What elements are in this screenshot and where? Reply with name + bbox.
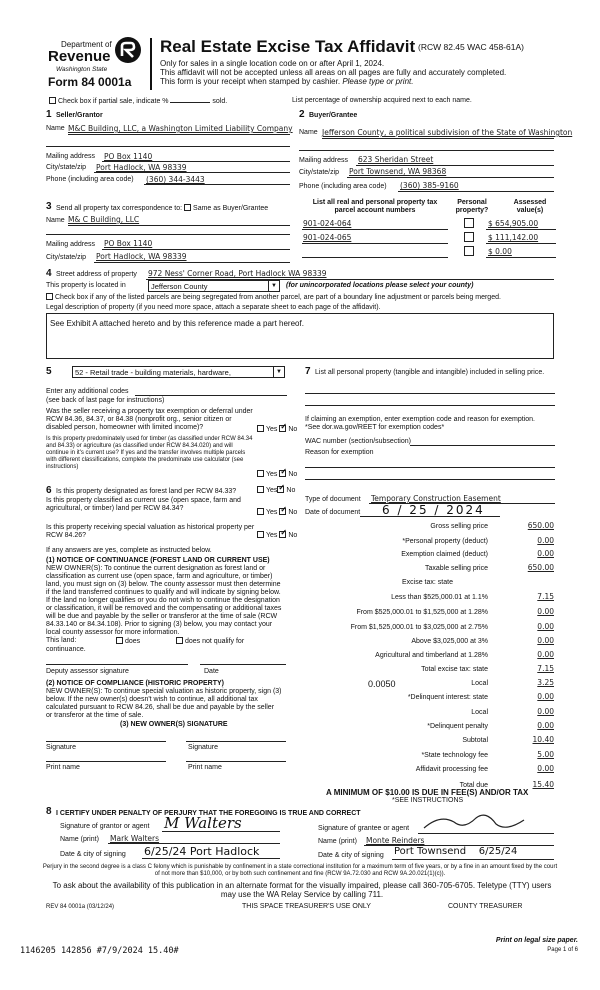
rcw-ref: (RCW 82.45 WAC 458-61A) xyxy=(418,42,524,52)
personal-property-label: List all personal property (tangible and intangible) included in selling price. xyxy=(315,369,545,376)
seller-phone-label: Phone (including area code) xyxy=(46,176,134,183)
if-yes-note: If any answers are yes, complete as instructed below. xyxy=(46,547,212,554)
calc-value[interactable]: 0.00 xyxy=(537,692,554,701)
segregation-checkbox[interactable] xyxy=(46,293,53,300)
calc-value[interactable]: 0.00 xyxy=(537,650,554,659)
minimum-note: A MINIMUM OF $10.00 IS DUE IN FEE(S) AND/OR TAX xyxy=(326,788,529,797)
section-7-num: 7 xyxy=(305,366,311,377)
doc-date[interactable]: 6 / 25 / 2024 xyxy=(382,503,485,517)
calc-label: Above $3,025,000 at 3% xyxy=(411,638,488,645)
assessed-value[interactable]: $ 654,905.00 xyxy=(488,219,539,228)
q3-answers: Yes✓ No xyxy=(257,486,295,495)
calc-label: Exemption claimed (deduct) xyxy=(401,551,488,558)
buyer-name[interactable]: Jefferson County, a political subdivision of the State of Washington xyxy=(322,128,573,137)
legal-label: Legal description of property (if you need more space, attach a separate sheet to each page of the affidavit). xyxy=(46,304,381,311)
corr-city[interactable]: Port Hadlock, WA 98339 xyxy=(96,252,187,261)
q1-yes-checkbox[interactable] xyxy=(257,425,264,432)
q1-no-checkbox[interactable] xyxy=(279,425,286,432)
reason-line[interactable] xyxy=(305,467,555,468)
doc-type[interactable]: Temporary Construction Easement xyxy=(371,494,501,503)
parcel-number[interactable]: 901-024-064 xyxy=(303,219,352,228)
subtitle-2: This affidavit will not be accepted unless all areas on all pages are fully and accurately completed. xyxy=(160,68,507,77)
personal-checkbox[interactable] xyxy=(464,232,474,242)
notice-2-text: NEW OWNER(S): To continue special valuation as historic property, sign (3) below. If the new owner(s) doesn't wish to continue, all additional tax calculated pursuant to RCW 84.26, shall be due and payable by the seller or transferor at the time of sale. xyxy=(46,688,282,719)
wac-field[interactable] xyxy=(410,445,555,446)
section-2-num: 2 xyxy=(299,109,305,120)
notice-1-text: NEW OWNER(S): To continue the current designation as forest land or classification as current use (open space, farm and agriculture, or timber) land, you must sign on (3) below. The county assessor must then determine if the land transferred continues to qualify and will indicate by signing below. If the land no longer qualifies or you do not wish to continue the designation or classification, it will be removed and the compensating or additional taxes will be due and payable by the seller or transferor at the time of sale (RCW 84.33.140 or 84.34.108). Prior to signing (3) below, you may contact your local county assessor for more information. xyxy=(46,565,282,636)
grantee-date-label: Date & city of signing xyxy=(318,852,384,859)
grantor-signature[interactable]: M Walters xyxy=(164,814,242,832)
buyer-city[interactable]: Port Townsend, WA 98368 xyxy=(349,167,447,176)
calc-label: From $525,000.01 to $1,525,000 at 1.28% xyxy=(356,609,488,616)
dor-logo-icon xyxy=(115,37,141,63)
personal-checkbox[interactable] xyxy=(464,246,474,256)
seller-mail[interactable]: PO Box 1140 xyxy=(104,152,153,161)
notice-3-title: (3) NEW OWNER(S) SIGNATURE xyxy=(120,721,228,728)
q5-no-checkbox[interactable] xyxy=(279,531,286,538)
q5-yes-checkbox[interactable] xyxy=(257,531,264,538)
perjury-notice: Perjury in the second degree is a class C felony which is punishable by confinement in a state correctional institution for a maximum term of five years, or by a fine in an amount fixed by the court of not more than $10,000, or by both such confinement and fine (RCW 9A.72.030 and RCW 9A.20.021(1)(c)). xyxy=(42,864,558,877)
calc-label: Local xyxy=(471,680,488,687)
buyer-phone[interactable]: (360) 385-9160 xyxy=(400,181,459,190)
sig-label-2: Signature xyxy=(188,744,218,751)
print-label: Print name xyxy=(46,764,80,771)
assessed-header: Assessed value(s) xyxy=(513,199,547,214)
parcel-number[interactable]: 901-024-065 xyxy=(303,233,352,242)
subtitle-1: Only for sales in a single location code on or after April 1, 2024. xyxy=(160,59,385,68)
calc-value[interactable]: 3.25 xyxy=(537,678,554,687)
seller-name[interactable]: M&C Building, LLC, a Washington Limited Liability Company xyxy=(68,124,293,133)
grantor-sig-label: Signature of grantor or agent xyxy=(60,823,150,830)
chevron-down-icon: ▼ xyxy=(273,367,284,377)
seller-name-label: Name xyxy=(46,125,65,132)
land-use-select[interactable]: 52 - Retail trade - building materials, hardware, ▼ xyxy=(72,366,285,378)
exemption-question: Was the seller receiving a property tax exemption or deferral under RCW 84.36, 84.37, or 84.38 (nonprofit org., senior citizen or disabled person, homeowner with limited income)? xyxy=(46,408,253,431)
print-label-2: Print name xyxy=(188,764,222,771)
codes-note: (see back of last page for instructions) xyxy=(46,397,165,404)
q4-answers: Yes ✓ No xyxy=(257,508,297,517)
calc-value[interactable]: 0.00 xyxy=(537,536,554,545)
buyer-name-label: Name xyxy=(299,129,318,136)
accessibility-note: To ask about the availability of this publication in an alternate format for the visually impaired, please call 360-705-6705. Teletype (TTY) users may use the WA Relay Service by calling 711. xyxy=(52,881,552,899)
see-instructions: *SEE INSTRUCTIONS xyxy=(392,797,464,804)
historic-question: Is this property receiving special valuation as historical property per RCW 84.26? xyxy=(46,524,255,539)
owner-print-line[interactable] xyxy=(46,761,166,762)
same-as-buyer-checkbox[interactable] xyxy=(184,204,191,211)
legal-description-box[interactable] xyxy=(46,313,554,359)
owner-print-line-2[interactable] xyxy=(186,761,286,762)
q2-answers: Yes ✓ No xyxy=(257,470,297,479)
located-label: This property is located in xyxy=(46,282,126,289)
this-land-label: This land: xyxy=(46,637,77,644)
calc-label: *State technology fee xyxy=(421,752,488,759)
calc-label: Taxable selling price xyxy=(424,565,488,572)
timber-question: Is this property predominately used for timber (as classified under RCW 84.34 and 84.33) or agriculture (as classified under RCW 84.34.020) and will continue in it's current use? If yes and the transfer involves multiple parcels with different classifications, complete the predominate use calculator (see instructions) xyxy=(46,436,253,470)
address-label: Street address of property xyxy=(56,271,137,278)
wac-label: WAC number (section/subsection) xyxy=(305,438,411,445)
personal-property-line[interactable] xyxy=(305,393,555,394)
deputy-label: Deputy assessor signature xyxy=(46,668,129,675)
buyer-phone-label: Phone (including area code) xyxy=(299,183,387,190)
assessed-value[interactable]: $ 111,142.00 xyxy=(488,233,539,242)
section-6-num: 6 xyxy=(46,485,52,496)
rev-number: REV 84 0001a (03/12/24) xyxy=(46,904,115,910)
notice-2-title: (2) NOTICE OF COMPLIANCE (HISTORIC PROPERTY) xyxy=(46,680,224,687)
calc-value[interactable]: 650.00 xyxy=(527,521,554,530)
buyer-city-label: City/state/zip xyxy=(299,169,340,176)
seller-city[interactable]: Port Hadlock, WA 98339 xyxy=(96,163,187,172)
seller-city-label: City/state/zip xyxy=(46,164,87,171)
calc-value[interactable]: 0.00 xyxy=(537,721,554,730)
section-3-num: 3 xyxy=(46,201,52,212)
corr-name-label: Name xyxy=(46,217,65,224)
notice-1-title: (1) NOTICE OF CONTINUANCE (FOREST LAND OR CURRENT USE) xyxy=(46,557,270,564)
grantee-sig-label: Signature of grantee or agent xyxy=(318,825,410,832)
calc-label: Less than $525,000.01 at 1.1% xyxy=(391,594,488,601)
calc-value[interactable]: 0.00 xyxy=(537,636,554,645)
calc-label: Agricultural and timberland at 1.28% xyxy=(375,652,488,659)
q5-answers: Yes ✓ No xyxy=(257,531,297,540)
doc-date-label: Date of document xyxy=(305,509,361,516)
sig-label: Signature xyxy=(46,744,76,751)
calc-value[interactable]: 7.15 xyxy=(537,664,554,673)
grantor-date-city[interactable]: 6/25/24 Port Hadlock xyxy=(144,845,260,858)
local-rate: 0.0050 xyxy=(368,679,396,689)
section-1-num: 1 xyxy=(46,109,52,120)
owner-signature-line-2[interactable] xyxy=(186,741,286,742)
form-number: Form 84 0001a xyxy=(48,75,132,89)
calc-label: From $1,525,000.01 to $3,025,000 at 2.75% xyxy=(350,624,488,631)
grantee-name[interactable]: Monte Reinders xyxy=(366,836,425,845)
seller-title: Seller/Grantor xyxy=(56,112,103,119)
deputy-date-label: Date xyxy=(204,668,219,675)
corr-mail-label: Mailing address xyxy=(46,241,96,248)
county-treasurer-label: COUNTY TREASURER xyxy=(448,903,523,910)
continuance-label: continuance. xyxy=(46,646,86,653)
chevron-down-icon: ▼ xyxy=(268,281,279,291)
calc-label: Total excise tax: state xyxy=(421,666,488,673)
calc-label: Affidavit processing fee xyxy=(415,766,488,773)
calc-label: *Personal property (deduct) xyxy=(402,538,488,545)
calc-value[interactable]: 5.00 xyxy=(537,750,554,759)
calc-label: Excise tax: state xyxy=(402,579,453,586)
grantor-date-label: Date & city of signing xyxy=(60,851,126,858)
pct-note: List percentage of ownership acquired next to each name. xyxy=(292,97,472,104)
section-5-num: 5 xyxy=(46,366,52,377)
personal-checkbox[interactable] xyxy=(464,218,474,228)
parcel-header: List all real and personal property tax parcel account numbers xyxy=(312,199,438,214)
grantor-name[interactable]: Mark Walters xyxy=(110,834,160,843)
q2-yes-checkbox[interactable] xyxy=(257,470,264,477)
q4-yes-checkbox[interactable] xyxy=(257,508,264,515)
page-number: Page 1 of 6 xyxy=(547,947,578,953)
partial-sale-checkbox[interactable] xyxy=(49,97,56,104)
buyer-title: Buyer/Grantee xyxy=(309,112,358,119)
q1-answers: Yes ✓ No xyxy=(257,425,297,434)
grantee-date-city[interactable]: Port Townsend 6/25/24 xyxy=(394,846,518,857)
does-option: does xyxy=(116,637,140,646)
calc-label: Gross selling price xyxy=(430,523,488,530)
grantee-signature[interactable] xyxy=(420,812,530,839)
codes-label: Enter any additional codes xyxy=(46,388,129,395)
property-address[interactable]: 972 Ness' Corner Road, Port Hadlock WA 98339 xyxy=(148,269,327,278)
section-8-num: 8 xyxy=(46,806,52,817)
seller-phone[interactable]: (360) 344-3443 xyxy=(146,175,205,184)
q3-no-checkbox[interactable] xyxy=(277,486,284,493)
buyer-mail[interactable]: 623 Sheridan Street xyxy=(358,155,434,164)
does-checkbox[interactable] xyxy=(116,637,123,644)
calc-value[interactable]: 0.00 xyxy=(537,707,554,716)
seller-mail-label: Mailing address xyxy=(46,153,96,160)
uninc-note: (for unincorporated locations please select your county) xyxy=(286,282,474,289)
section-4-num: 4 xyxy=(46,268,52,279)
legal-text: See Exhibit A attached hereto and by this reference made a part hereof. xyxy=(50,319,304,328)
header-divider xyxy=(150,38,152,90)
calc-label: *Delinquent interest: state xyxy=(407,694,488,701)
deputy-date-line[interactable] xyxy=(200,664,286,665)
partial-pct-field[interactable] xyxy=(170,102,210,103)
buyer-mail-label: Mailing address xyxy=(299,157,349,164)
corr-mail[interactable]: PO Box 1140 xyxy=(104,239,153,248)
current-use-question: Is this property classified as current use (open space, farm and agricultural, or timber) land per RCW 84.34? xyxy=(46,497,241,512)
segregation-row: Check box if any of the listed parcels are being segregated from another parcel, are part of a boundary line adjustment or parcels being merged. xyxy=(46,293,501,302)
treasurer-note: THIS SPACE TREASURER'S USE ONLY xyxy=(242,903,371,910)
calc-value[interactable]: 0.00 xyxy=(537,607,554,616)
personal-property-line-2[interactable] xyxy=(305,405,555,406)
reason-line-2[interactable] xyxy=(305,479,555,480)
calc-value[interactable]: 650.00 xyxy=(527,563,554,572)
q2-no-checkbox[interactable] xyxy=(279,470,286,477)
legal-size-note: Print on legal size paper. xyxy=(495,937,578,944)
reason-label: Reason for exemption xyxy=(305,449,374,456)
calc-value[interactable]: 15.40 xyxy=(532,780,554,789)
revenue-label: Revenue xyxy=(48,48,111,65)
forest-question: Is this property designated as forest land per RCW 84.33? xyxy=(56,488,237,495)
calc-label: Total due xyxy=(459,782,488,789)
exemption-note: If claiming an exemption, enter exemption code and reason for exemption. *See dor.wa.gov/REET for exemption codes* xyxy=(305,416,535,431)
corr-name[interactable]: M& C Building, LLC xyxy=(68,215,140,224)
does-not-checkbox[interactable] xyxy=(176,637,183,644)
deputy-signature-line[interactable] xyxy=(46,664,188,665)
grantee-name-label: Name (print) xyxy=(318,838,357,845)
partial-sale-row: Check box if partial sale, indicate % sold. xyxy=(49,97,227,106)
state-label: Washington State xyxy=(56,66,108,73)
doc-type-label: Type of document xyxy=(305,496,361,503)
corr-city-label: City/state/zip xyxy=(46,254,87,261)
assessed-value[interactable]: $ 0.00 xyxy=(488,247,512,256)
dept-label: Department of xyxy=(61,40,112,49)
calc-label: *Delinquent penalty xyxy=(427,723,488,730)
does-not-option: does not qualify for xyxy=(176,637,244,646)
codes-field[interactable] xyxy=(135,395,287,396)
county-select[interactable]: Jefferson County ▼ xyxy=(148,280,280,292)
certify-label: I CERTIFY UNDER PENALTY OF PERJURY THAT THE FOREGOING IS TRUE AND CORRECT xyxy=(56,810,361,817)
personal-header: Personal property? xyxy=(455,199,489,214)
calc-value[interactable]: 10.40 xyxy=(532,735,554,744)
calc-value[interactable]: 0.00 xyxy=(537,764,554,773)
calc-label: Local xyxy=(471,709,488,716)
calc-value[interactable]: 0.00 xyxy=(537,622,554,631)
q3-yes-checkbox[interactable] xyxy=(257,486,264,493)
owner-signature-line[interactable] xyxy=(46,741,166,742)
q4-no-checkbox[interactable] xyxy=(279,508,286,515)
corr-label: Send all property tax correspondence to: Same as Buyer/Grantee xyxy=(56,205,269,212)
cashier-stamp: 1146205 142856 #7/9/2024 15.40# xyxy=(20,946,179,956)
subtitle-3: This form is your receipt when stamped by cashier. Please type or print. xyxy=(160,77,414,86)
calc-value[interactable]: 0.00 xyxy=(537,549,554,558)
form-title: Real Estate Excise Tax Affidavit xyxy=(160,37,416,56)
calc-value[interactable]: 7.15 xyxy=(537,592,554,601)
grantor-name-label: Name (print) xyxy=(60,836,99,843)
calc-label: Subtotal xyxy=(462,737,488,744)
